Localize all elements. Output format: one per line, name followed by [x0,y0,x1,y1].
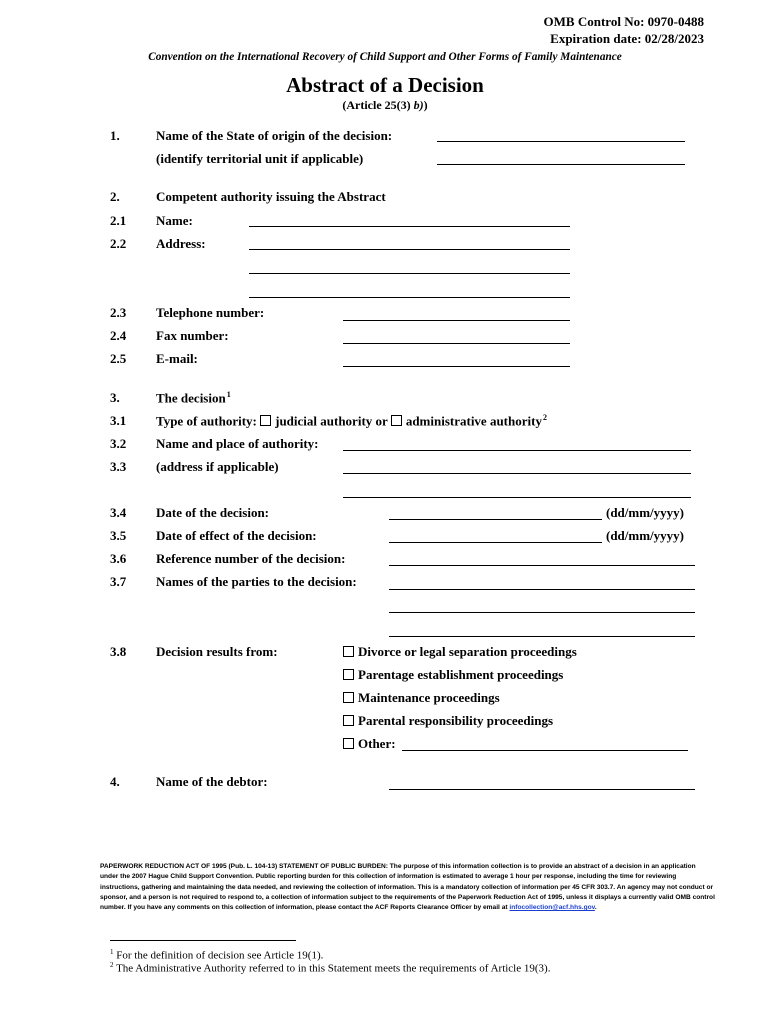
row-2-3-number: 2.3 [110,305,127,320]
row-3-7-number: 3.7 [110,574,127,589]
debtor-name-field[interactable] [389,789,695,790]
authority-type-label: Type of authority: [156,413,257,429]
footnote-ref-2: 2 [542,413,547,422]
row-3-4-number: 3.4 [110,505,127,520]
omb-control-number: OMB Control No: 0970-0488 [543,14,704,29]
subtitle-emphasis: b) [413,98,424,112]
other-option [343,736,396,752]
debtor-name-label: Name of the debtor: [156,774,268,789]
decision-authority-address-field-1[interactable] [343,473,691,474]
parties-label: Names of the parties to the decision: [156,574,357,589]
row-3-8-number: 3.8 [110,644,127,659]
other-field[interactable] [402,750,688,751]
page-subtitle [0,98,770,113]
section-1-number: 1. [110,128,120,143]
row-3-1-number: 3.1 [110,413,127,428]
footnote-1-text: For the definition of decision see Article 19(1). [116,949,324,962]
other-label: Other: [358,736,396,751]
authority-address-label: Address: [156,236,206,251]
footnote-divider [110,940,296,941]
section-3-number: 3. [110,390,120,405]
parentage-label: Parentage establishment proceedings [358,667,564,682]
authority-address-field-1[interactable] [249,249,570,250]
administrative-authority-checkbox[interactable] [391,415,402,426]
subtitle-end: ) [423,98,428,112]
administrative-authority-label: administrative authority [405,413,542,429]
convention-title: Convention on the International Recovery of Child Support and Other Forms of Family Maintenance [148,51,622,63]
maintenance-checkbox[interactable] [343,692,354,703]
maintenance-option [343,690,500,706]
reference-number-field[interactable] [389,565,695,566]
fax-label: Fax number: [156,328,229,343]
row-3-3-number: 3.3 [110,459,127,474]
page-title: Abstract of a Decision [286,73,484,97]
authority-address-field-3[interactable] [249,297,570,298]
parental-responsibility-checkbox[interactable] [343,715,354,726]
authority-place-label: Name and place of authority: [156,436,319,451]
authority-place-field[interactable] [343,450,691,451]
decision-heading-text: The decision [156,390,226,406]
row-2-5-number: 2.5 [110,351,127,366]
territorial-unit-field[interactable] [437,164,685,165]
notice-email-link[interactable]: infocollection@acf.hhs.gov [509,904,595,912]
section-3-heading [156,390,231,406]
paperwork-reduction-notice [100,862,715,913]
expiration-date: Expiration date: 02/28/2023 [550,31,704,46]
decision-results-label: Decision results from: [156,644,278,659]
judicial-authority-label: judicial authority or [275,413,388,429]
row-2-2-number: 2.2 [110,236,127,251]
section-2-number: 2. [110,189,120,204]
section-2-heading: Competent authority issuing the Abstract [156,189,386,204]
row-2-1-number: 2.1 [110,213,127,228]
authority-type-row [156,413,547,429]
reference-number-label: Reference number of the decision: [156,551,346,566]
divorce-checkbox[interactable] [343,646,354,657]
notice-text: PAPERWORK REDUCTION ACT OF 1995 (Pub. L. 104-13) STATEMENT OF PUBLIC BURDEN: The purpose of this information collection is to provide an abstract of a decision in an application under the 2007 Hague Child Support Convention. Public reporting burden for this collection of information is estimated to average 1 hour per response, including the time for reviewing instructions, gathering and maintaining the data needed, and reviewing the collection of information. This is a mandatory collection of information per 45 CFR 303.7. An agency may not conduct or sponsor, and a person is not required to respond to, a collection of information subject to the requirements of the Paperwork Reduction Act of 1995, unless it displays a currently valid OMB control number. If you have any comments on this collection of information, please contact the ACF Reports Clearance Officer by email at [100,863,715,912]
parties-field-1[interactable] [389,589,695,590]
parties-field-2[interactable] [389,612,695,613]
maintenance-label: Maintenance proceedings [358,690,500,705]
subtitle-text: (Article 25(3) [342,98,414,112]
effect-date-field[interactable] [389,542,602,543]
footnote-1 [110,948,323,962]
email-field[interactable] [343,366,570,367]
parental-responsibility-option [343,713,553,729]
parentage-checkbox[interactable] [343,669,354,680]
authority-name-field[interactable] [249,226,570,227]
authority-name-label: Name: [156,213,193,228]
divorce-option [343,644,577,660]
fax-field[interactable] [343,343,570,344]
footnote-1-mark: 1 [110,948,114,956]
row-2-4-number: 2.4 [110,328,127,343]
divorce-label: Divorce or legal separation proceedings [358,644,577,659]
decision-authority-address-field-2[interactable] [343,497,691,498]
state-of-origin-field[interactable] [437,141,685,142]
authority-address-field-2[interactable] [249,273,570,274]
effect-date-format: (dd/mm/yyyy) [606,528,684,543]
telephone-field[interactable] [343,320,570,321]
decision-date-label: Date of the decision: [156,505,270,520]
row-3-5-number: 3.5 [110,528,127,543]
notice-end: . [594,904,597,912]
parties-field-3[interactable] [389,636,695,637]
authority-address-if-applicable-label: (address if applicable) [156,459,279,474]
effect-date-label: Date of effect of the decision: [156,528,317,543]
state-of-origin-label: Name of the State of origin of the decision: [156,128,393,143]
decision-date-field[interactable] [389,519,602,520]
judicial-authority-checkbox[interactable] [260,415,271,426]
territorial-unit-label: (identify territorial unit if applicable) [156,151,364,166]
decision-date-format: (dd/mm/yyyy) [606,505,684,520]
section-4-number: 4. [110,774,120,789]
telephone-label: Telephone number: [156,305,265,320]
footnote-2-text: The Administrative Authority referred to in this Statement meets the requirements of Article 19(3). [116,962,551,975]
parental-responsibility-label: Parental responsibility proceedings [358,713,554,728]
footnote-2 [110,961,550,975]
row-3-2-number: 3.2 [110,436,127,451]
footnote-ref-1: 1 [226,390,231,399]
parentage-option [343,667,563,683]
footnote-2-mark: 2 [110,961,114,969]
email-label: E-mail: [156,351,198,366]
other-checkbox[interactable] [343,738,354,749]
row-3-6-number: 3.6 [110,551,127,566]
